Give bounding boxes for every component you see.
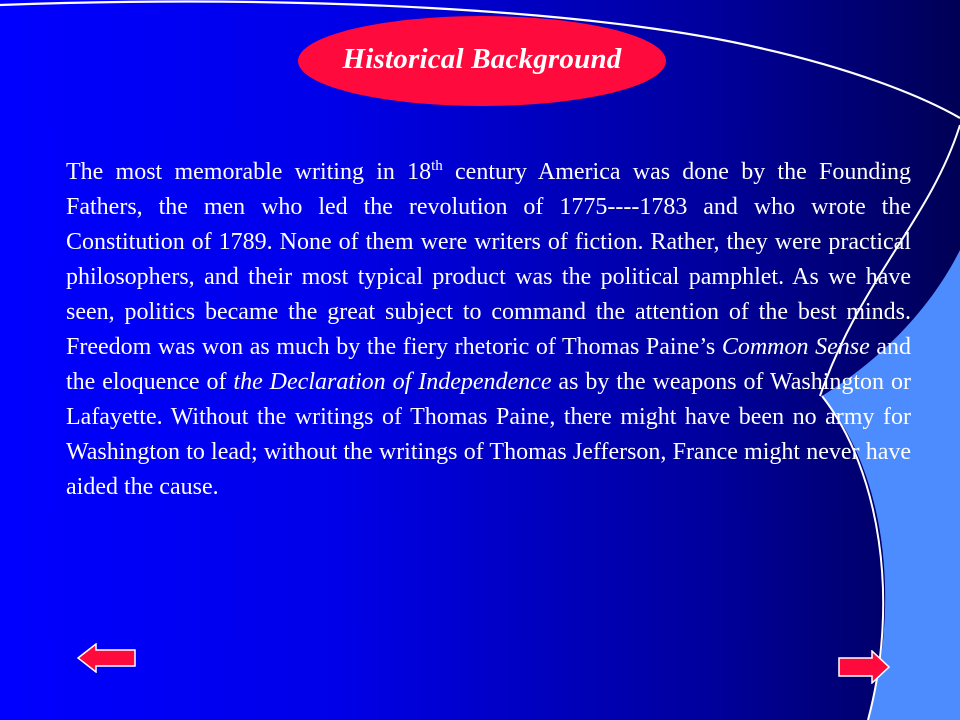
slide-title: Historical Background bbox=[342, 42, 622, 75]
italic-declaration: the Declaration of Independence bbox=[233, 369, 552, 395]
ordinal-superscript: th bbox=[431, 158, 443, 174]
body-text-part-1: The most memorable writing in 18 bbox=[66, 159, 432, 185]
next-slide-button[interactable] bbox=[838, 650, 890, 684]
body-paragraph bbox=[66, 155, 911, 505]
italic-common-sense: Common Sense bbox=[721, 334, 870, 360]
title-oval bbox=[298, 16, 666, 106]
right-arrow-icon bbox=[838, 650, 890, 684]
left-arrow-icon bbox=[77, 643, 137, 673]
body-text-part-2: century America was done by the Founding Fathers, the men who led the revolution of 1775----1783 and who wrote the Constitution of 1789. None of them were writers of fiction. Rather, they were practical philosophers, and their most typical product was the political pamphlet. As we have seen, politics became the great subject to command the attention of the best minds. Freedom was won as much by the fiery rhetoric of Thomas Paine’s bbox=[66, 159, 911, 360]
body-text-part-3: and the eloquence of bbox=[66, 334, 911, 395]
body-text-part-4: as by the weapons of Washington or Lafayette. Without the writings of Thomas Paine, there might have been no army for Washington to lead; without the writings of Thomas Jefferson, France might never have aided the cause. bbox=[66, 369, 911, 500]
prev-slide-button[interactable] bbox=[77, 643, 137, 673]
